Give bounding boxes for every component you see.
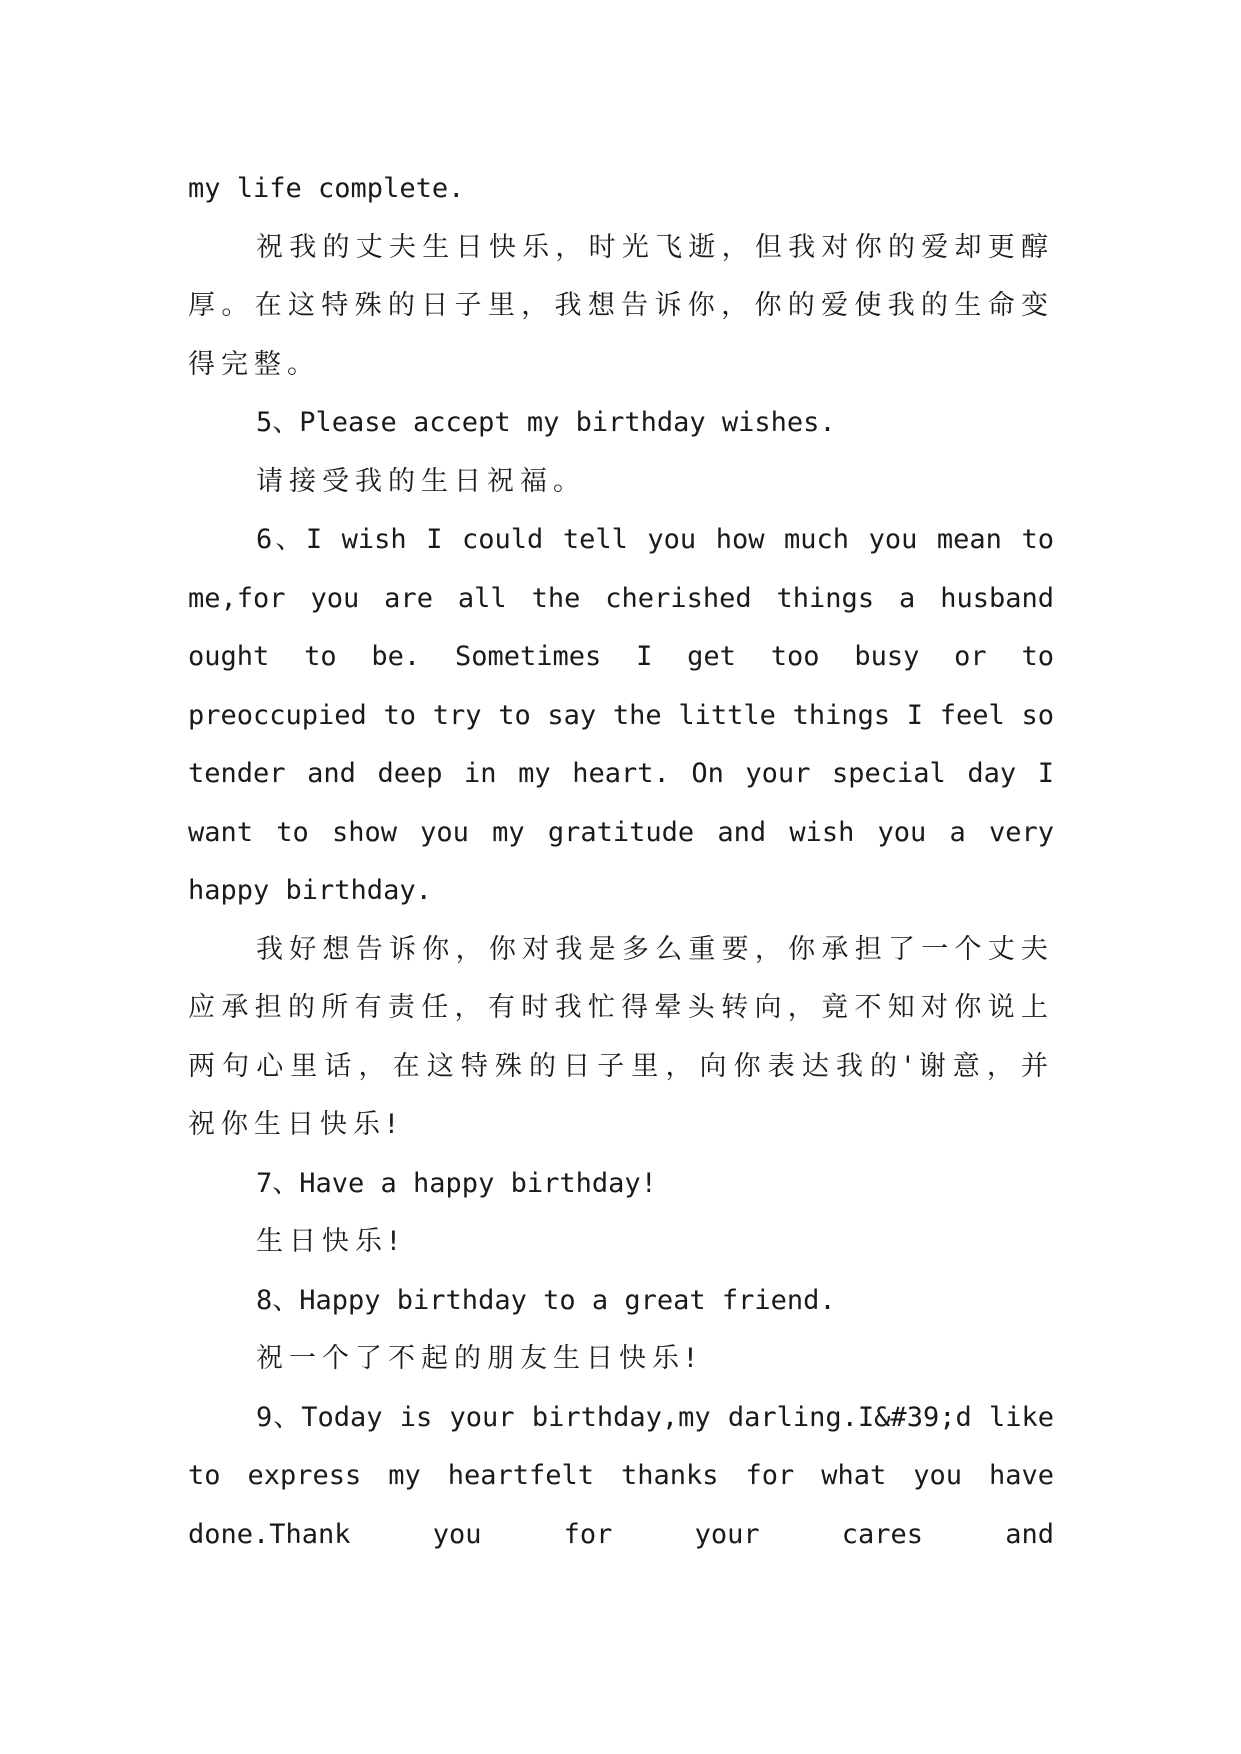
paragraph-chinese-5: 请接受我的生日祝福。 (256, 465, 586, 497)
paragraph-item-7: 7、Have a happy birthday! (256, 1167, 657, 1199)
paragraph-item-5: 5、Please accept my birthday wishes. (256, 407, 836, 438)
paragraph-item-6: 6、I wish I could tell you how much you mean to me,for you are all the cherished things a husband ought to be. Sometimes I get too busy or to preoccupied to try to say the little things I feel so tender and deep in my heart. On your special day I want to show you my gratitude and wish you a very happy birthday. (188, 524, 1054, 906)
paragraph-chinese-8: 祝一个了不起的朋友生日快乐! (256, 1343, 702, 1374)
paragraph-item-9: 9、Today is your birthday,my darling.I&#39;d like to express my heartfelt thanks for what you have done.Thank you for your cares and (188, 1401, 1054, 1550)
paragraph-chinese-6: 我好想告诉你，你对我是多么重要，你承担了一个丈夫应承担的所有责任，有时我忙得晕头转向，竟不知对你说上两句心里话，在这特殊的日子里，向你表达我的'谢意，并祝你生日快乐! (188, 933, 1054, 1140)
paragraph-continuation: my life complete. (188, 173, 465, 204)
paragraph-item-8: 8、Happy birthday to a great friend. (256, 1284, 836, 1316)
paragraph-chinese-1: 祝我的丈夫生日快乐，时光飞逝，但我对你的爱却更醇厚。在这特殊的日子里，我想告诉你，你的爱使我的生命变得完整。 (188, 231, 1054, 380)
document-page (188, 160, 1054, 1564)
paragraph-chinese-7: 生日快乐! (256, 1226, 405, 1257)
